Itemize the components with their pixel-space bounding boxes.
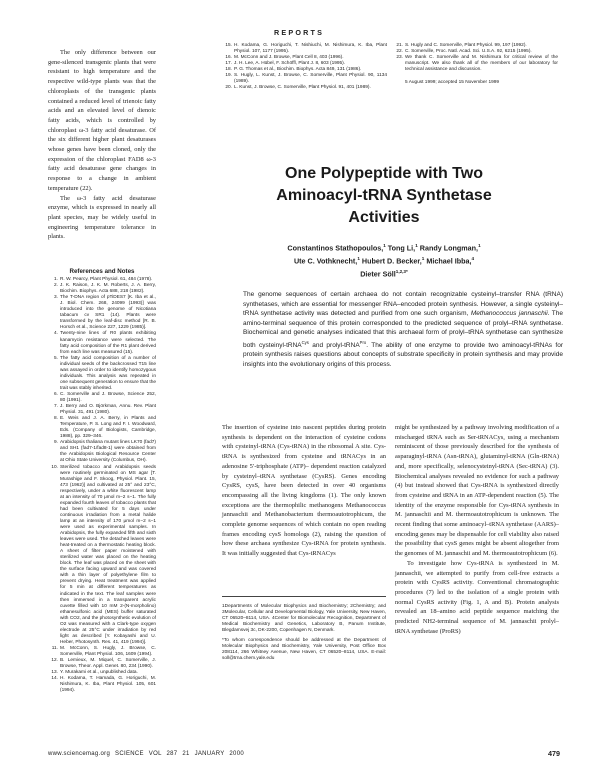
journal-footer: www.sciencemag.org SCIENCE VOL 287 21 JANUARY 2000	[48, 751, 244, 757]
reference-number: 22.	[396, 49, 403, 55]
affiliation-marker: 4	[471, 255, 475, 261]
reference-list-continued	[222, 43, 387, 91]
reference-number: 10.	[51, 464, 58, 470]
reference-text: J. H. Lee, A. Hübel, F. Schöffl, Plant J. 8, 603 (1995).	[234, 61, 346, 67]
abstract-text: . The amino-terminal sequence of this protein corresponded to the predicted sequence of prolyl–tRNA synthetase. Biochemical and genetic analyses indicated that this archaeal form of prolyl–tRNA synthetase can synthesize both cysteinyl-tRNA	[243, 310, 563, 349]
affiliation-marker: 1	[478, 243, 481, 248]
organism-name: Methanococcus jannaschii	[470, 310, 548, 318]
reference-text: C. Somerville, Proc. Natl. Acad. Sci. U.S.A. 92, 6215 (1995).	[405, 49, 532, 55]
reference-number: 15.	[225, 43, 232, 48]
reference-text: M. McConn and J. Browse, Plant Cell 8, 403 (1996).	[234, 55, 344, 61]
reference-text: H. Kodama, G. Horiguchi, T. Nishiuchi, M. Nishimura, K. Iba, Plant Physiol. 107, 1177 (1995).	[234, 43, 387, 55]
reference-number: 2.	[54, 283, 58, 289]
paragraph: The ω-3 fatty acid desaturase enzyme, which is expressed in nearly all plant species, may be widely useful in engineering temperature tolerance in plants.	[48, 194, 156, 241]
reference-number: 3.	[54, 295, 58, 301]
reference-number: 21.	[396, 43, 403, 48]
reference-item	[393, 55, 558, 73]
reference-item	[48, 404, 156, 416]
reference-text: J. K. Raison, J. K. M. Roberts, J. A. Berry, Biochim. Biophys. Acta 688, 218 (1982).	[60, 283, 156, 295]
reference-text: S. Hugly and C. Somerville, Plant Physiol. 99, 197 (1992).	[405, 43, 527, 48]
reference-item	[222, 85, 387, 91]
reference-item	[48, 465, 156, 646]
reference-number: 11.	[51, 645, 58, 651]
page-number: 479	[548, 749, 560, 758]
reference-text: S. Hugly, L. Kunst, J. Browse, C. Somerville, Plant Physiol. 90, 1134 (1989).	[234, 73, 387, 85]
reference-list-right	[393, 43, 558, 85]
reference-number: 19.	[225, 73, 232, 79]
reference-number: 8.	[54, 416, 58, 422]
affiliations: 1Departments of Molecular Biophysics and Biochemistry; 2Chemistry; and 3Molecular, Cellular and Developmental Biology, Yale University, New Haven, CT 06520–8114, USA. 4Center for Biomolecular Recognition, Department of Medical Biochemistry and Genetics, Laboratory B, Panum Institute, Blegdamsvej 3c, DK-2200, Copenhagen N, Denmark.	[222, 604, 386, 634]
superscript: Pro	[359, 339, 367, 345]
title-line: Activities	[348, 209, 420, 226]
left-column	[48, 48, 156, 694]
paragraph: The insertion of cysteine into nascent peptides during protein synthesis is dependent on the interaction of cysteine codons with cysteinyl-tRNA (Cys-tRNA) in the ribosomal A site. Cys-tRNA is synthesized from cysteine and tRNACys in an adenosine 5′-triphosphate (ATP)– dependent reaction catalyzed by cysteinyl–tRNA synthetase (CysRS). Genes encoding CysRS, cysS, have been detected in over 40 organisms encompassing all the living kingdoms (1). The only known exceptions are the thermophilic methanogens Methanococcus jannaschii and Methanobacterium thermoautotrophicum, the complete genome sequences of which contain no open reading frames encoding cysS homologs (2), raising the question of how these archaea synthesize Cys-tRNA for protein synthesis. It was initially suggested that Cys-tRNACys	[222, 424, 386, 558]
reference-item	[48, 331, 156, 355]
reference-text: E. Weis and J. A. Berry, in Plants and Temperature, P. S. Long and F. I. Woodward, Eds. (Company of Biologists, Cambridge, 1988), pp. 329–346.	[60, 416, 156, 440]
body-column-middle	[222, 423, 386, 559]
reference-number: 17.	[225, 61, 232, 67]
author-name: Hubert D. Becker,	[361, 256, 422, 266]
reference-item	[222, 73, 387, 85]
footnote-divider	[222, 596, 386, 597]
reference-item	[48, 646, 156, 658]
reference-text: The T-DNA region of pTiDES7 [K. Iba et al., J. Biol. Chem. 268, 24099 (1993)] was introduced into the genome of Nicotiana tabacum cv SR1 (14). Plants were transformed by the leaf-disc method [R. B. Horsch et al., Science 227, 1229 (1985)].	[60, 295, 156, 331]
reference-item	[48, 416, 156, 440]
superscript: Cys	[301, 339, 309, 345]
reference-text: B. Lemieux, M. Miquel, C. Somerville, J. Browse, Theor. Appl. Genet. 80, 234 (1990).	[60, 658, 156, 670]
reference-number: 1.	[54, 277, 58, 283]
body-column-right	[395, 423, 559, 636]
abstract-text: . The ability of one enzyme to provide two aminoacyl-tRNAs for protein synthesis raises questions about concepts of substrate specificity in protein synthesis and may provide insights into the evolutionary origins of this process.	[243, 341, 563, 368]
article-title	[206, 163, 562, 229]
reference-text: Twenty-nine lines of R0 plants exhibiting kanamycin resistance were selected. The fatty acid composition of the R1 plant derived from each line was measured (15).	[60, 331, 156, 355]
reference-text: Y. Murakami et al., unpublished data.	[60, 670, 138, 676]
reference-number: 23.	[396, 55, 403, 61]
affiliation-marker: 1	[383, 243, 386, 248]
author-name: Tong Li,	[387, 243, 416, 253]
reference-list-end	[393, 43, 558, 73]
abstract-text: The genome sequences of certain archaea do not contain recognizable cysteinyl–transfer RNA (tRNA) synthetases, which are essential for messenger RNA–encoded protein synthesis. However, a single cysteinyl–tRNA synthetase activity was detected and purified from one such organism,	[243, 291, 563, 318]
reference-text: C. Somerville and J. Browse, Science 252, 80 (1991).	[60, 391, 156, 403]
reference-number: 4.	[54, 331, 58, 337]
references-heading: References and Notes	[69, 268, 135, 276]
reference-number: 6.	[54, 391, 58, 397]
reference-item	[48, 658, 156, 670]
abstract	[243, 290, 563, 370]
affiliation-marker: 1	[415, 243, 418, 248]
reference-item	[48, 392, 156, 404]
affiliation-marker: 1	[421, 255, 425, 261]
conclusion-text	[48, 48, 156, 242]
paragraph: The only difference between our gene-silenced transgenic plants that were resistant to high temperature and the respective wild-type plants was that the chloroplasts of the transgenic plants contained a reduced level of trienoic fatty acids and an elevated level of dienoic fatty acids, which is controlled by chloroplast ω-3 fatty acid desaturase. Of the six different higher plant desaturases whose genes have been cloned, only the expression of the chloroplast FAD8 ω-3 fatty acid desaturase gene changes in response to a change in ambient temperature (22).	[48, 49, 156, 192]
author-name: Michael Ibba,	[426, 256, 472, 266]
reference-item	[48, 676, 156, 694]
author-name: Ute C. Vothknecht,	[293, 256, 358, 266]
reference-number: 7.	[54, 404, 58, 410]
reference-text: Arabidopsis thaliana mutant lines LK70 (fad7) and SH1 (fad7-1/fad8-1) were obtained from the Arabidopsis Biological Resource Center at Ohio State University (Columbus, OH).	[60, 440, 156, 464]
author-list	[206, 241, 562, 279]
reference-text: The fatty acid composition of a number of individual seeds of the backcrossed T15 line was assayed in order to identify homozygous individuals. This analysis was repeated in one subsequent generation to ensure that the trait was stably inherited.	[60, 355, 156, 391]
reference-text: We thank C. Somerville and M. Nishimura for critical review of the manuscript. We also thank all of the members of our laboratory for technical assistance and discussion.	[405, 55, 558, 73]
reference-number: 20.	[225, 85, 232, 91]
reference-text: M. McConn, S. Hugly, J. Browse, C. Somerville, Plant Physiol. 106, 1609 (1994).	[60, 645, 156, 657]
reference-number: 5.	[54, 355, 58, 361]
reference-number: 18.	[225, 67, 232, 73]
author-name: Randy Longman,	[419, 243, 479, 253]
reference-number: 13.	[51, 670, 58, 676]
title-line: Aminoacyl-tRNA Synthetase	[276, 187, 492, 204]
paragraph: To investigate how Cys-tRNA is synthesized in M. jannaschii, we attempted to purify from cell-free extracts a protein with CysRS activity. Conventional chromatographic procedures (7) led to the isolation of a single protein with normal CysRS activity (Fig. 1, A and B). Protein analysis revealed an 18–amino acid peptide sequence matching the predicted NH2-terminal sequence of M. jannaschii prolyl–tRNA synthetase (ProRS)	[395, 559, 559, 635]
reference-number: 16.	[225, 55, 232, 61]
reference-text: R. W. Pearcy, Plant Physiol. 61, 484 (1978).	[60, 277, 153, 283]
section-label: REPORTS	[274, 28, 325, 37]
reference-item	[222, 43, 387, 55]
reference-text: P. G. Thomas et al., Biochim. Biophys. Acta 849, 131 (1986).	[234, 67, 362, 73]
affiliation-marker: 1	[357, 255, 360, 261]
affiliation-marker: 1,2,3*	[395, 268, 408, 274]
correspondence-note: *To whom correspondence should be addressed at the Department of Molecular Biophysics and Biochemistry, Yale University, Post Office Box 208114, 266 Whitney Avenue, New Haven, CT 06520–8114, USA. E-mail: soll@trna.chem.yale.edu	[222, 638, 386, 662]
reference-number: 9.	[54, 440, 58, 446]
reference-text: H. Kodama, T. Hamada, G. Horiguchi, M. Nishimura, K. Iba, Plant Physiol. 105, 601 (1994).	[60, 676, 156, 694]
reference-text: Sterilized tobacco and Arabidopsis seeds were routinely germinated on MS agar [T. Murashige and F. Skoog, Physiol. Plant. 15, 473 (1962)] and cultivated at 25° and 23°C, respectively, under a white fluorescent lamp at an intensity of 70 μmol m−2 s−1. The fully expanded fourth leaves of tobacco plants that had been cultivated for 5 days under continuous irradiation from a metal halide lamp at an intensity of 170 μmol m−2 s−1 were used as experimental samples. In Arabidopsis, the fully expanded fifth and sixth leaves were used. The detached leaves were heat-treated on a thermostatic heating block. A sheet of filter paper moistened with sterilized water was placed on the heating block. The leaf was placed on the sheet with the surface facing upward and was covered with a thin layer of polyethylene film to prevent drying. Heat treatment was applied for 5 min at different temperatures as indicated in the text. The leaf samples were then immersed in a transparent acrylic cuvette filled with 10 mM 2-(N-morpholino) ethanesulfonic acid (MES) buffer saturated with CO2, and the photosynthetic evolution of O2 was measured with a Clark-type oxygen electrode at 25°C under irradiation by red light as described [Y. Kobayashi and U. Heber, Photosynth. Res. 41, 419 (1994)].	[60, 464, 156, 645]
reference-number: 12.	[51, 658, 58, 664]
reference-item	[48, 356, 156, 392]
reference-list	[48, 277, 156, 694]
author-name: Constantinos Stathopoulos,	[287, 243, 384, 253]
reference-text: L. Kunst, J. Browse, C. Somerville, Plant Physiol. 91, 401 (1989).	[234, 85, 371, 91]
reference-number: 14.	[51, 676, 58, 682]
abstract-text: and prolyl-tRNA	[308, 341, 360, 349]
reference-item	[48, 440, 156, 464]
reference-text: J. Berry and O. Björkman, Annu. Rev. Plant Physiol. 31, 491 (1980).	[60, 404, 156, 416]
paragraph: might be synthesized by a pathway involving modification of a mischarged tRNA such as Ser-tRNACys, using a mechanism reminiscent of those previously described for the synthesis of asparaginyl-tRNA (Asn-tRNA), glutaminyl-tRNA (Gln-tRNA) and, more specifically, selenocysteinyl-tRNA (Sec-tRNA) (3). Biochemical analyses revealed no evidence for such a pathway (4) but instead showed that Cys-tRNA is synthesized directly from cysteine and tRNA in an ATP-dependent reaction (5). The identity of the enzyme responsible for Cys-tRNA synthesis in M. jannaschii and M. thermoautotrophicum is unknown. The recent finding that some aminoacyl–tRNA synthetase (AARS)–encoding genes may be dispensable for cell viability also raised the possibility that cysS genes might be absent altogether from the genomes of M. jannaschii and M. thermoautotrophicum (6).	[395, 424, 559, 558]
reference-item	[48, 283, 156, 295]
received-accepted-dateline: 5 August 1999; accepted 15 November 1999	[405, 80, 500, 86]
affiliations-footnote	[222, 604, 386, 666]
reference-item	[48, 295, 156, 331]
author-name: Dieter Söll	[360, 268, 396, 278]
title-line: One Polypeptide with Two	[285, 165, 483, 182]
